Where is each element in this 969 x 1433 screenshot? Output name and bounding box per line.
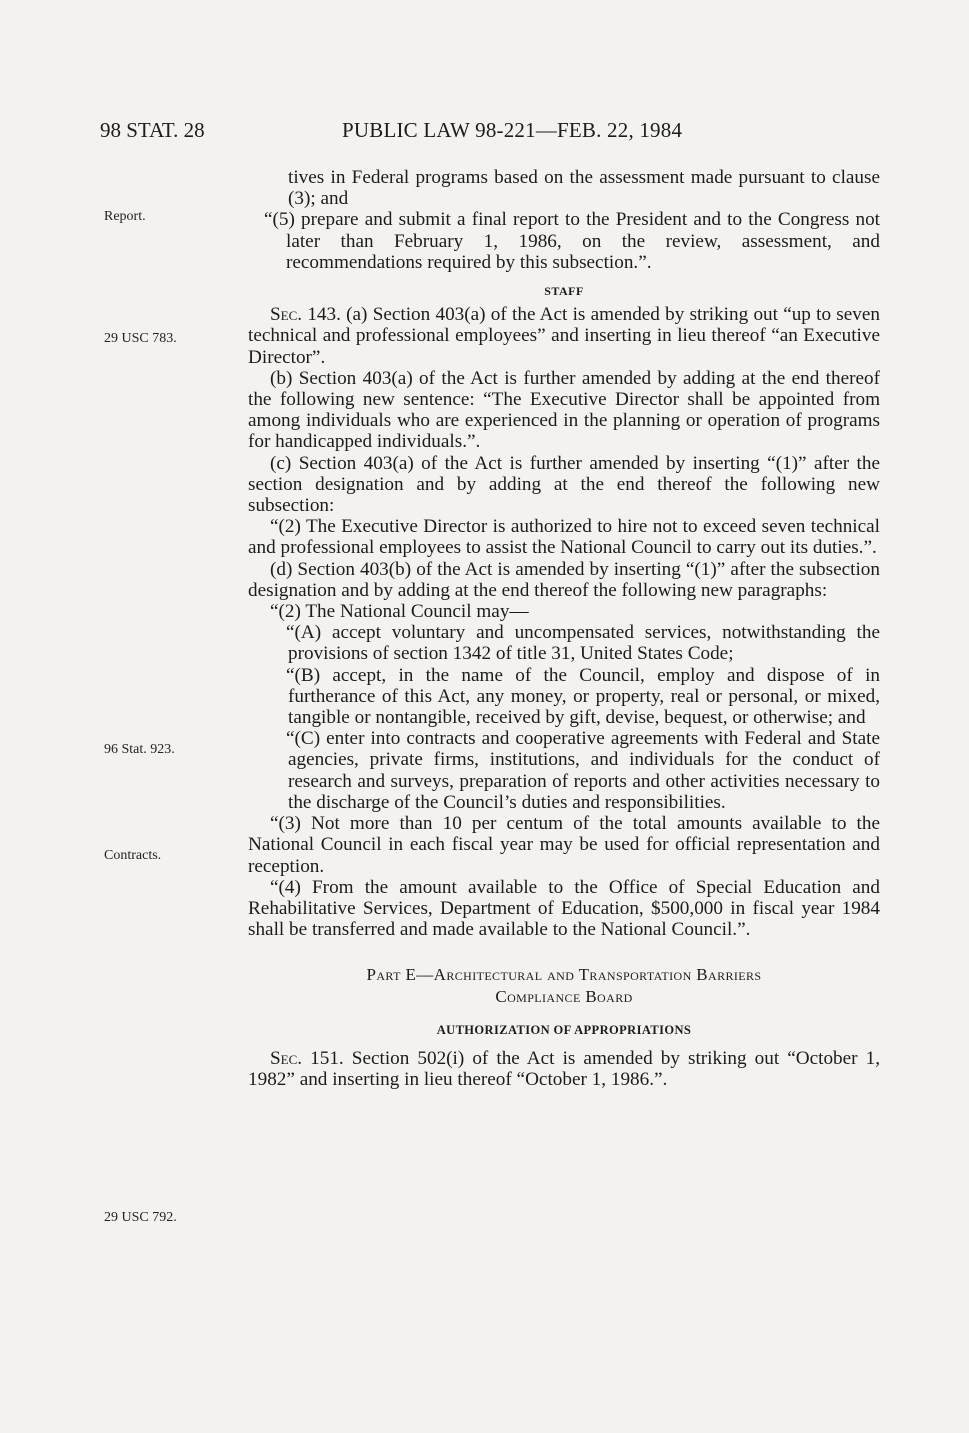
document-body [248, 167, 880, 1090]
section-143-a [248, 304, 880, 368]
section-text: (a) Section 403(a) of the Act is amended by striking out “up to seven technical and professional employees” and inserting in lieu thereof “an Executive Director”. [248, 304, 880, 368]
section-label: Sec. 143. [270, 304, 341, 326]
stat-reference: 98 STAT. 28 [100, 118, 205, 142]
paragraph-2C: “(C) enter into contracts and cooperative agreements with Federal and State agencies, private firms, institutions, and individuals for the conduct of research and surveys, preparation of reports and other activities necessary to the discharge of the Council’s duties and responsibilities. [286, 728, 880, 813]
margin-note-report: Report. [104, 209, 146, 224]
part-e-line1: Part E—Architectural and Transportation Barriers [366, 965, 762, 985]
section-label: Sec. 151. [270, 1047, 344, 1069]
margin-note-contracts: Contracts. [104, 848, 162, 863]
section-143-b: (b) Section 403(a) of the Act is further amended by adding at the end thereof the following new sentence: “The Executive Director shall be appointed from among individuals who are experienced in the planning or operation of programs for handicapped individuals.”. [248, 367, 880, 453]
part-e-line2: Compliance Board [495, 987, 633, 1007]
margin-note-usc-792: 29 USC 792. [104, 1210, 177, 1225]
paragraph-3: “(3) Not more than 10 per centum of the total amounts available to the National Council in each fiscal year may be used for official representation and reception. [248, 813, 880, 877]
paragraph-2A: “(A) accept voluntary and uncompensated services, notwithstanding the provisions of section 1342 of title 31, United States Code; [286, 622, 880, 665]
section-heading-staff: STAFF [544, 284, 584, 299]
paragraph-2B: “(B) accept, in the name of the Council, employ and dispose of in furtherance of this Act, any money, or property, real or personal, or mixed, tangible or nontangible, received by gift, devise, bequest, or otherwise; and [286, 664, 880, 729]
part-e-title [248, 964, 880, 1008]
section-143-c2: “(2) The Executive Director is authorized to hire not to exceed seven technical and professional employees to assist the National Council to carry out its duties.”. [248, 516, 880, 559]
section-143-c: (c) Section 403(a) of the Act is further amended by inserting “(1)” after the section designation and by adding at the end thereof the following new subsection: [248, 452, 880, 517]
body-paragraph: “(5) prepare and submit a final report to the President and to the Congress not later than February 1, 1986, on the review, assessment, and recommendations required by this subsection.”. [264, 209, 880, 273]
section-151 [248, 1048, 880, 1090]
margin-note-usc-783: 29 USC 783. [104, 331, 177, 346]
section-143-d: (d) Section 403(b) of the Act is amended by inserting “(1)” after the subsection designation and by adding at the end thereof the following new paragraphs: [248, 558, 880, 601]
page-title: PUBLIC LAW 98-221—FEB. 22, 1984 [342, 118, 683, 142]
section-heading-authorization: AUTHORIZATION OF APPROPRIATIONS [436, 1023, 692, 1038]
section-text: Section 502(i) of the Act is amended by striking out “October 1, 1982” and inserting in lieu thereof “October 1, 1986.”. [248, 1047, 880, 1090]
paragraph-4: “(4) From the amount available to the Office of Special Education and Rehabilitative Services, Department of Education, $500,000 in fiscal year 1984 shall be transferred and made available to the National Council.”. [248, 876, 880, 941]
body-paragraph: tives in Federal programs based on the assessment made pursuant to clause (3); and [288, 167, 880, 210]
margin-note-stat-923: 96 Stat. 923. [104, 742, 175, 757]
paragraph-2: “(2) The National Council may— [270, 601, 529, 623]
